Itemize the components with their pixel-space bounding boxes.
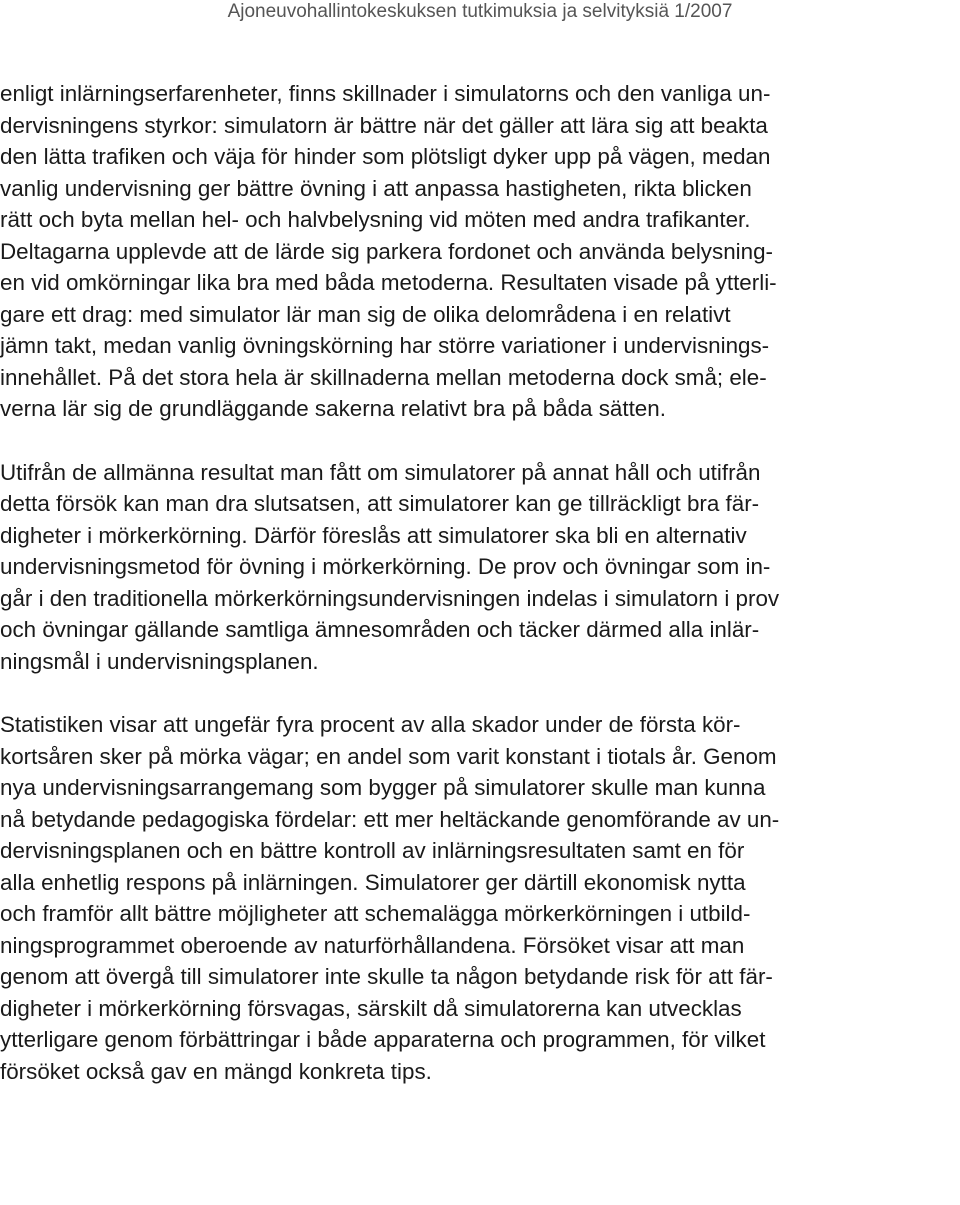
- text-line: nya undervisningsarrangemang som bygger på simulatorer skulle man kunna: [0, 775, 766, 800]
- text-line: detta försök kan man dra slutsatsen, att simulatorer kan ge tillräckligt bra fär-: [0, 491, 760, 516]
- paragraph-2: [0, 457, 960, 678]
- text-line: gare ett drag: med simulator lär man sig de olika delområdena i en relativt: [0, 301, 731, 327]
- text-line: digheter i mörkerkörning försvagas, särskilt då simulatorerna kan utvecklas: [0, 995, 742, 1021]
- text-line: en vid omkörningar lika bra med båda metoderna. Resultaten visade på ytterli-: [0, 270, 777, 295]
- text-line: dervisningsplanen och en bättre kontroll av inlärningsresultaten samt en för: [0, 838, 745, 863]
- text-line: nå betydande pedagogiska fördelar: ett mer heltäckande genomförande av un-: [0, 806, 780, 832]
- text-line: rätt och byta mellan hel- och halvbelysning vid möten med andra trafikanter.: [0, 207, 751, 232]
- paragraph-1: [0, 78, 960, 425]
- text-line: genom att övergå till simulatorer inte skulle ta någon betydande risk för att fär-: [0, 964, 773, 989]
- text-line: ningsmål i undervisningsplanen.: [0, 648, 319, 674]
- text-line: ningsprogrammet oberoende av naturförhållandena. Försöket visar att man: [0, 932, 745, 958]
- text-line: alla enhetlig respons på inlärningen. Simulatorer ger därtill ekonomisk nytta: [0, 869, 746, 895]
- text-line: Deltagarna upplevde att de lärde sig parkera fordonet och använda belysning-: [0, 238, 773, 264]
- text-line: och övningar gällande samtliga ämnesområden och täcker därmed alla inlär-: [0, 617, 760, 642]
- text-line: dervisningens styrkor: simulatorn är bättre när det gäller att lära sig att beakta: [0, 112, 768, 138]
- text-line: Statistiken visar att ungefär fyra procent av alla skador under de första kör-: [0, 712, 741, 737]
- body-text: [0, 78, 960, 1087]
- text-line: digheter i mörkerkörning. Därför föreslås att simulatorer ska bli en alternativ: [0, 522, 747, 548]
- text-line: försöket också gav en mängd konkreta tips.: [0, 1058, 432, 1084]
- paragraph-3: [0, 709, 960, 1087]
- text-line: jämn takt, medan vanlig övningskörning har större variationer i undervisnings-: [0, 333, 770, 358]
- running-header: Ajoneuvohallintokeskuksen tutkimuksia ja selvityksiä 1/2007: [227, 1, 733, 22]
- paragraph-gap: [0, 425, 960, 457]
- text-line: och framför allt bättre möjligheter att schemalägga mörkerkörningen i utbild-: [0, 901, 751, 926]
- text-line: ytterligare genom förbättringar i både apparaterna och programmen, för vilket: [0, 1027, 766, 1052]
- text-line: innehållet. På det stora hela är skillnaderna mellan metoderna dock små; ele-: [0, 364, 767, 390]
- text-line: vanlig undervisning ger bättre övning i att anpassa hastigheten, rikta blicken: [0, 175, 752, 201]
- text-line: går i den traditionella mörkerkörningsundervisningen indelas i simulatorn i prov: [0, 585, 780, 611]
- text-line: undervisningsmetod för övning i mörkerkörning. De prov och övningar som in-: [0, 554, 771, 579]
- text-line: Utifrån de allmänna resultat man fått om simulatorer på annat håll och utifrån: [0, 459, 761, 485]
- text-line: enligt inlärningserfarenheter, finns skillnader i simulatorns och den vanliga un-: [0, 81, 771, 106]
- text-line: kortsåren sker på mörka vägar; en andel som varit konstant i tiotals år. Genom: [0, 743, 777, 769]
- text-line: verna lär sig de grundläggande sakerna relativt bra på båda sätten.: [0, 396, 666, 421]
- paragraph-gap: [0, 677, 960, 709]
- text-line: den lätta trafiken och väja för hinder som plötsligt dyker upp på vägen, medan: [0, 144, 771, 169]
